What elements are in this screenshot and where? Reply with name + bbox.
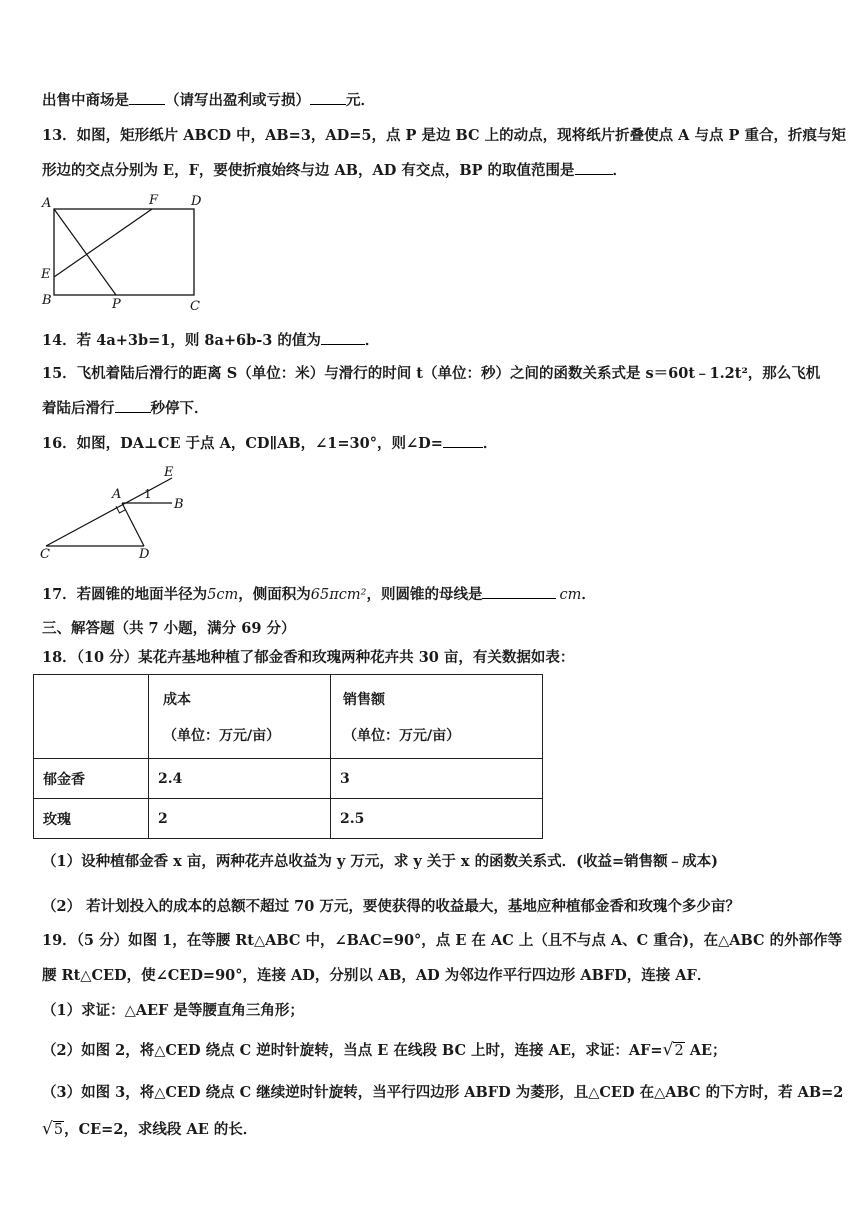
text: 着陆后滑行 (42, 400, 115, 417)
segment-ap (54, 209, 116, 295)
answer-blank (443, 433, 483, 448)
label-f: F (149, 193, 159, 208)
figure-parallel-lines (36, 462, 196, 566)
text: （请写出盈利或亏损） (165, 92, 310, 109)
text: ． (581, 586, 596, 603)
q19-part-1: （1）求证：△AEF 是等腰直角三角形； (42, 1002, 304, 1019)
sqrt-sign: √ (42, 1119, 53, 1139)
line-ce (46, 478, 172, 546)
column-title: 销售额 (343, 691, 385, 708)
crease-ef (54, 209, 152, 277)
text: （2）如图 2，将△CED 绕点 C 逆时针旋转，当点 E 在线段 BC 上时，连接 AE，求证：AF= (42, 1042, 663, 1059)
answer-blank (115, 398, 151, 413)
q18-part-2: （2） 若计划投入的成本的总额不超过 70 万元，要使获得的收益最大，基地应种植郁金香和玫瑰个多少亩？ (42, 898, 740, 915)
answer-blank (321, 330, 365, 345)
text: 14．若 4a+3b=1，则 8a+6b-3 的值为 (42, 332, 321, 349)
text: 出售中商场是 (42, 92, 129, 109)
text: 元． (346, 92, 375, 109)
segment-ad (122, 503, 144, 546)
sqrt-radicand: 2 (674, 1043, 684, 1059)
table-header-cell (331, 675, 543, 759)
q19-stem-2: 腰 Rt△CED，使∠CED=90°，连接 AD，分别以 AB，AD 为邻边作平行四边形 ABFD，连接 AF． (42, 967, 712, 984)
label-b: B (42, 293, 52, 308)
q18-part-1: （1）设种植郁金香 x 亩，两种花卉总收益为 y 万元，求 y 关于 x 的函数关系式．(收益=销售额﹣成本) (42, 853, 718, 870)
math-unit: cm (559, 587, 582, 603)
text: 形边的交点分别为 E，F，要使折痕始终与边 AB，AD 有交点，BP 的取值范围是 (42, 162, 575, 179)
section-heading: 三、解答题（共 7 小题，满分 69 分） (42, 620, 296, 637)
text: 16．如图，DA⊥CE 于点 A，CD∥AB，∠1=30°，则∠D= (42, 435, 443, 452)
column-title: 成本 (163, 691, 191, 708)
table-cell: 郁金香 (34, 759, 149, 799)
table-cell (34, 675, 149, 759)
text: ． (482, 435, 498, 452)
table-cell: 2.5 (331, 799, 543, 839)
table-header-cell (149, 675, 331, 759)
sqrt-sign: √ (662, 1040, 674, 1060)
q15-line-2 (42, 398, 209, 419)
table-cell: 玫瑰 (34, 799, 149, 839)
label-d: D (191, 194, 202, 209)
label-b: B (174, 497, 184, 512)
label-d: D (139, 547, 150, 562)
label-a: A (42, 196, 52, 211)
table-row (34, 799, 543, 839)
label-c: C (190, 299, 200, 314)
column-unit: （单位：万元/亩） (343, 727, 461, 744)
table-cell: 3 (331, 759, 543, 799)
table-header-row (34, 675, 543, 759)
q13-line-1: 13．如图，矩形纸片 ABCD 中，AB=3，AD=5，点 P 是边 BC 上的动点，现将纸片折叠使点 A 与点 P 重合，折痕与矩 (42, 127, 846, 144)
figure-rectangle-abcd (36, 190, 211, 319)
q18-stem: 18．（10 分）某花卉基地种植了郁金香和玫瑰两种花卉共 30 亩，有关数据如表： (42, 649, 575, 666)
text: ． (612, 162, 628, 179)
q19-part-3-cont (42, 1119, 257, 1140)
q13-line-2 (42, 160, 627, 181)
label-p: P (112, 297, 121, 312)
q16-line (42, 433, 497, 454)
text: AE； (684, 1042, 727, 1059)
sqrt-radicand: 5 (53, 1122, 64, 1138)
math-area: 65πcm² (310, 587, 367, 603)
q15-line-1: 15．飞机着陆后滑行的距离 S（单位：米）与滑行的时间 t（单位：秒）之间的函数关系式是 s＝60t﹣1.2t²，那么飞机 (42, 365, 821, 382)
answer-blank (129, 90, 165, 105)
table-row (34, 759, 543, 799)
text: 17．若圆锥的地面半径为 (42, 586, 208, 603)
math-radius: 5cm (207, 587, 239, 603)
answer-blank (575, 160, 613, 175)
table-cell: 2 (149, 799, 331, 839)
answer-blank (310, 90, 346, 105)
data-table (33, 674, 543, 839)
text: 秒停下． (150, 400, 209, 417)
column-unit: （单位：万元/亩） (163, 727, 281, 744)
rectangle (54, 209, 194, 295)
label-a: A (112, 487, 122, 502)
angle-label-1: 1 (144, 487, 152, 501)
q19-part-3: （3）如图 3，将△CED 绕点 C 继续逆时针旋转，当平行四边形 ABFD 为菱形，且△CED 在△ABC 的下方时，若 AB=2 (42, 1084, 844, 1101)
text: ． (364, 332, 380, 349)
table-cell: 2.4 (149, 759, 331, 799)
q17-line (42, 584, 596, 605)
text: ，侧面积为 (238, 586, 311, 603)
label-e: E (41, 267, 51, 282)
text: ，则圆锥的母线是 (366, 586, 483, 603)
q19-part-2 (42, 1040, 727, 1061)
q12-tail (42, 90, 375, 111)
answer-blank (482, 584, 556, 599)
label-e: E (164, 465, 174, 480)
label-c: C (40, 547, 50, 562)
q19-stem-1: 19．（5 分）如图 1，在等腰 Rt△ABC 中，∠BAC=90°，点 E 在 AC 上（且不与点 A、C 重合)，在△ABC 的外部作等 (42, 932, 843, 949)
text: ，CE=2，求线段 AE 的长． (64, 1121, 258, 1138)
q14-line (42, 330, 379, 351)
